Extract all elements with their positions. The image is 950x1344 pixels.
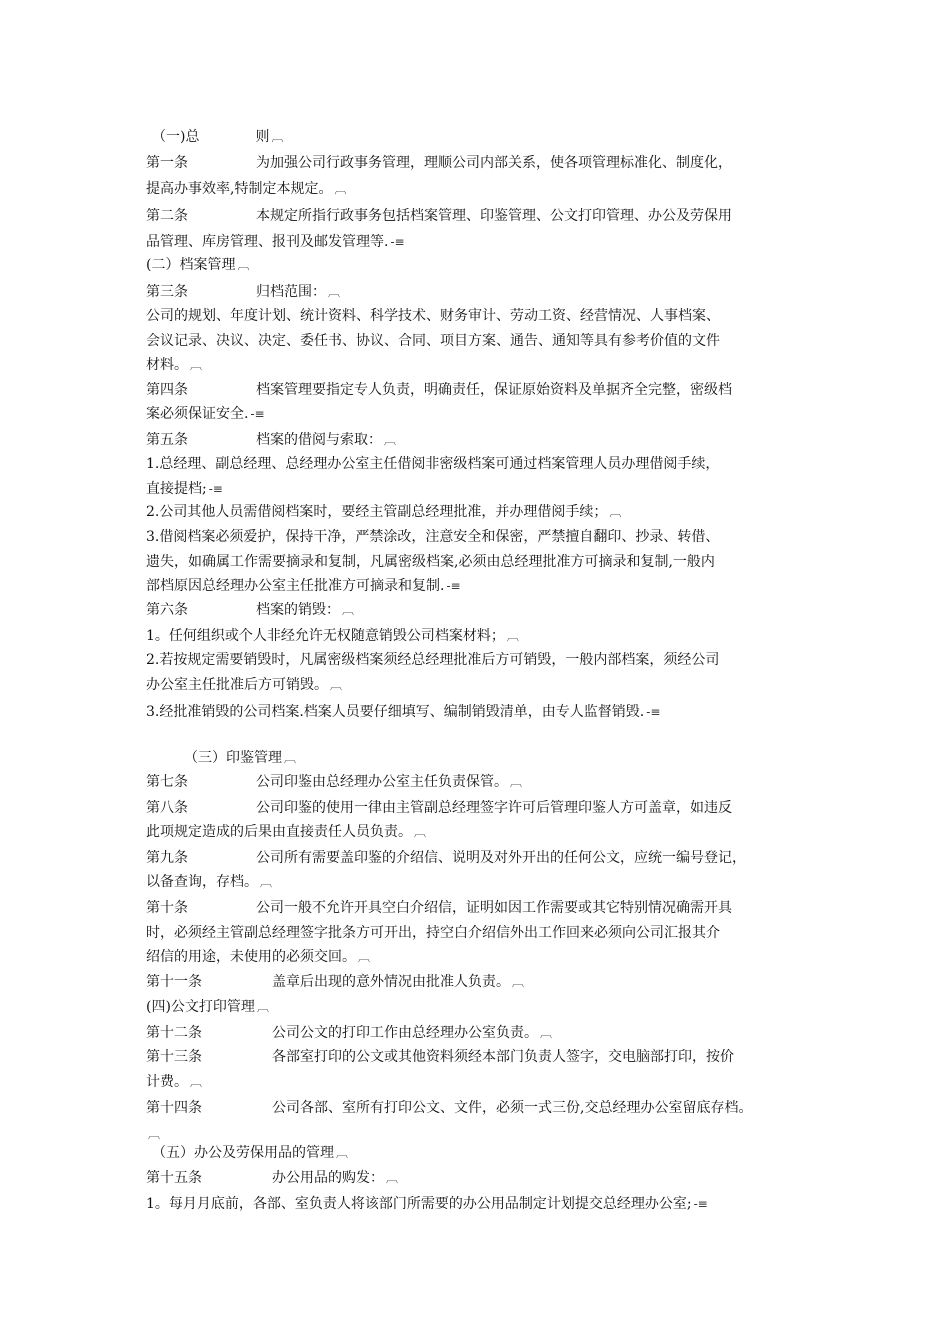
- text-line: [146, 577, 826, 595]
- line-text: 2.公司其他人员需借阅档案时，要经主管副总经理批准，并办理借阅手续；: [146, 504, 608, 520]
- line-text: （五）办公及劳保用品的管理: [152, 1145, 334, 1161]
- text-line: [146, 256, 826, 274]
- article-label: 第六条: [146, 602, 188, 618]
- line-text: 公司一般不允许开具空白介绍信，证明如因工作需要或其它特别情况确需开具: [256, 900, 732, 916]
- article-label: 第四条: [146, 382, 188, 398]
- paragraph-mark-icon: ︹: [540, 1026, 553, 1040]
- paragraph-mark-icon: ︹: [330, 678, 343, 692]
- article-label: 第五条: [146, 432, 188, 448]
- paragraph-mark-icon: ︹: [506, 629, 519, 643]
- text-line: [146, 651, 826, 669]
- text-line: [146, 528, 826, 546]
- line-text: 1.总经理、副总经理、总经理办公室主任借阅非密级档案可通过档案管理人员办理借阅手续，: [146, 456, 720, 472]
- text-line: [146, 455, 826, 473]
- line-text: 1。任何组织或个人非经允许无权随意销毁公司档案材料；: [146, 628, 505, 644]
- paragraph-mark-icon: ︹: [342, 603, 355, 617]
- text-line: [146, 899, 826, 917]
- text-line: [146, 873, 826, 891]
- article-label: 第九条: [146, 850, 188, 866]
- line-text: 档案的销毁：: [256, 602, 340, 618]
- paragraph-mark-icon: ︹: [271, 130, 284, 144]
- paragraph-mark-icon: ︹: [336, 1146, 349, 1160]
- line-text: 为加强公司行政事务管理，理顺公司内部关系，使各项管理标准化、制度化，: [256, 155, 732, 171]
- article-label: 第七条: [146, 774, 188, 790]
- text-line: [152, 1144, 832, 1162]
- text-line: [146, 207, 826, 225]
- text-line: [146, 1169, 826, 1187]
- paragraph-mark-icon: -≡: [208, 482, 223, 496]
- paragraph-mark-icon: ︹: [510, 775, 523, 789]
- line-text: 公司印鉴由总经理办公室主任负责保管。: [256, 774, 508, 790]
- paragraph-mark-icon: ︹: [609, 505, 622, 519]
- paragraph-mark-icon: -≡: [390, 235, 405, 249]
- text-line: [146, 480, 826, 498]
- line-text: 此项规定造成的后果由直接责任人员负责。: [146, 824, 412, 840]
- text-line: [146, 1024, 826, 1042]
- paragraph-mark-icon: ︹: [328, 285, 341, 299]
- text-line: [146, 703, 826, 721]
- text-line: [146, 849, 826, 867]
- text-line: [146, 405, 826, 423]
- text-line: [146, 773, 826, 791]
- paragraph-mark-icon: -≡: [693, 1197, 708, 1211]
- line-text: 本规定所指行政事务包括档案管理、印鉴管理、公文打印管理、办公及劳保用: [256, 208, 732, 224]
- article-label: 第八条: [146, 800, 188, 816]
- text-line: [146, 823, 826, 841]
- line-text: 部档原因总经理办公室主任批准方可摘录和复制.: [146, 578, 445, 594]
- paragraph-mark-icon: -≡: [646, 705, 661, 719]
- paragraph-mark-icon: ︹: [190, 358, 203, 372]
- paragraph-mark-icon: ︹: [386, 1171, 399, 1185]
- paragraph-mark-icon: ︹: [384, 433, 397, 447]
- article-label: 第十一条: [146, 974, 202, 990]
- text-line: [146, 998, 826, 1016]
- line-text: 品管理、库房管理、报刊及邮发管理等.: [146, 234, 389, 250]
- text-line: [146, 1099, 826, 1117]
- line-text: 公司所有需要盖印鉴的介绍信、说明及对外开出的任何公文，应统一编号登记，: [256, 850, 746, 866]
- text-line: [146, 601, 826, 619]
- line-text: 1。每月月底前，各部、室负责人将该部门所需要的办公用品制定计划提交总经理办公室;: [146, 1196, 692, 1212]
- article-label: 第二条: [146, 208, 188, 224]
- line-text: 材料。: [146, 357, 188, 373]
- article-label: 第十五条: [146, 1170, 202, 1186]
- line-text: 绍信的用途，未使用的必须交回。: [146, 949, 356, 965]
- article-label: 第十四条: [146, 1100, 202, 1116]
- line-text: 案必须保证安全.: [146, 406, 249, 422]
- line-text: (四)公文打印管理: [146, 999, 255, 1015]
- line-text: 2.若按规定需要销毁时，凡属密级档案须经总经理批准后方可销毁，一般内部档案，须经公司: [146, 652, 720, 668]
- text-line: [146, 233, 826, 251]
- paragraph-mark-icon: ︹: [148, 1127, 161, 1141]
- paragraph-mark-icon: ︹: [414, 825, 427, 839]
- text-line: [146, 154, 826, 172]
- line-text: （一)总 则: [152, 129, 270, 145]
- text-line: [146, 1048, 826, 1066]
- line-text: 遗失，如确属工作需要摘录和复制，凡属密级档案,必须由总经理批准方可摘录和复制,一般内: [146, 554, 715, 570]
- text-line: [146, 283, 826, 301]
- text-line: [146, 431, 826, 449]
- line-text: 3.经批准销毁的公司档案.档案人员要仔细填写、编制销毁清单，由专人监督销毁.: [146, 704, 645, 720]
- paragraph-mark-icon: ︹: [190, 1075, 203, 1089]
- text-line: [146, 1125, 826, 1143]
- paragraph-mark-icon: ︹: [237, 258, 250, 272]
- paragraph-mark-icon: ︹: [512, 975, 525, 989]
- paragraph-mark-icon: ︹: [284, 751, 297, 765]
- line-text: 以备查询，存档。: [146, 874, 258, 890]
- text-line: [152, 128, 832, 146]
- line-text: 归档范围：: [256, 284, 326, 300]
- text-line: [146, 356, 826, 374]
- text-line: [146, 332, 826, 350]
- line-text: 盖章后出现的意外情况由批准人负责。: [272, 974, 510, 990]
- line-text: 公司印鉴的使用一律由主管副总经理签字许可后管理印鉴人方可盖章，如违反: [256, 800, 732, 816]
- paragraph-mark-icon: ︹: [358, 950, 371, 964]
- article-label: 第十条: [146, 900, 188, 916]
- line-text: 各部室打印的公文或其他资料须经本部门负责人签字，交电脑部打印，按价: [272, 1049, 734, 1065]
- article-label: 第十三条: [146, 1049, 202, 1065]
- text-line: [146, 676, 826, 694]
- text-line: [146, 553, 826, 571]
- text-line: [146, 973, 826, 991]
- line-text: 会议记录、决议、决定、委任书、协议、合同、项目方案、通告、通知等具有参考价值的文件: [146, 333, 720, 349]
- line-text: （三）印鉴管理: [184, 750, 282, 766]
- line-text: 提高办事效率,特制定本规定。: [146, 181, 333, 197]
- text-line: [146, 503, 826, 521]
- text-line: [184, 749, 864, 767]
- paragraph-mark-icon: ︹: [260, 875, 273, 889]
- paragraph-mark-icon: ︹: [334, 182, 347, 196]
- line-text: 办公用品的购发：: [272, 1170, 384, 1186]
- line-text: 公司各部、室所有打印公文、文件，必须一式三份,交总经理办公室留底存档。: [272, 1100, 753, 1116]
- text-line: [146, 180, 826, 198]
- line-text: 公司公文的打印工作由总经理办公室负责。: [272, 1025, 538, 1041]
- line-text: 公司的规划、年度计划、统计资料、科学技术、财务审计、劳动工资、经营情况、人事档案、: [146, 308, 720, 324]
- line-text: 3.借阅档案必须爱护，保持干净，严禁涂改，注意安全和保密，严禁擅自翻印、抄录、转借、: [146, 529, 720, 545]
- line-text: 时，必须经主管副总经理签字批条方可开出，持空白介绍信外出工作回来必须向公司汇报其介: [146, 925, 720, 941]
- paragraph-mark-icon: -≡: [250, 407, 265, 421]
- line-text: 办公室主任批准后方可销毁。: [146, 677, 328, 693]
- text-line: [146, 307, 826, 325]
- line-text: 计费。: [146, 1074, 188, 1090]
- article-label: 第一条: [146, 155, 188, 171]
- text-line: [146, 948, 826, 966]
- article-label: 第十二条: [146, 1025, 202, 1041]
- text-line: [146, 627, 826, 645]
- line-text: 直接提档;: [146, 481, 207, 497]
- line-text: (二）档案管理: [146, 257, 236, 273]
- line-text: 档案管理要指定专人负责，明确责任，保证原始资料及单据齐全完整，密级档: [256, 382, 732, 398]
- line-text: 档案的借阅与索取：: [256, 432, 382, 448]
- text-line: [146, 799, 826, 817]
- text-line: [146, 924, 826, 942]
- text-line: [146, 1195, 826, 1213]
- text-line: [146, 381, 826, 399]
- paragraph-mark-icon: ︹: [256, 1000, 269, 1014]
- article-label: 第三条: [146, 284, 188, 300]
- paragraph-mark-icon: -≡: [446, 579, 461, 593]
- text-line: [146, 1073, 826, 1091]
